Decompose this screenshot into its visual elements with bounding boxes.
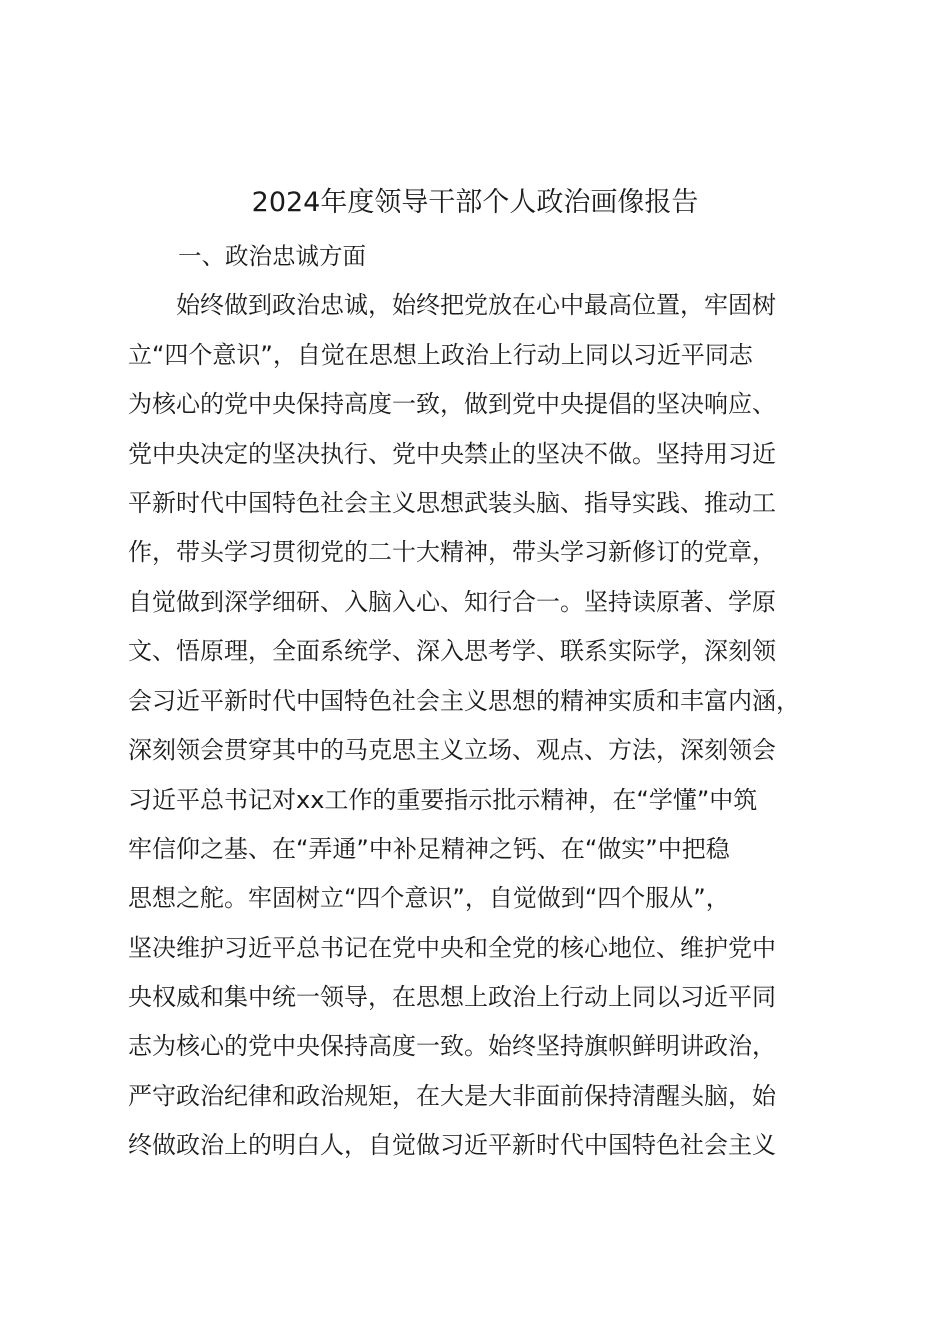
- paragraph-line: 立“四个意识”，自觉在思想上政治上行动上同以习近平同志: [128, 341, 753, 369]
- paragraph-line: 会习近平新时代中国特色社会主义思想的精神实质和丰富内涵，: [128, 687, 800, 715]
- paragraph-line: 牢信仰之基、在“弄通”中补足精神之钙、在“做实”中把稳: [128, 835, 730, 863]
- paragraph-line: 党中央决定的坚决执行、党中央禁止的坚决不做。坚持用习近: [128, 440, 776, 468]
- section-heading: 一、政治忠诚方面: [178, 242, 366, 270]
- paragraph-line: 自觉做到深学细研、入脑入心、知行合一。坚持读原著、学原: [128, 588, 776, 616]
- paragraph-line: 坚决维护习近平总书记在党中央和全党的核心地位、维护党中: [128, 934, 776, 962]
- document-title: 2024年度领导干部个人政治画像报告: [251, 187, 699, 218]
- paragraph-line: 始终做到政治忠诚，始终把党放在心中最高位置，牢固树: [176, 291, 776, 319]
- paragraph-line: 习近平总书记对xx工作的重要指示批示精神，在“学懂”中筑: [128, 786, 758, 814]
- paragraph-line: 终做政治上的明白人，自觉做习近平新时代中国特色社会主义: [128, 1131, 776, 1159]
- paragraph-line: 深刻领会贯穿其中的马克思主义立场、观点、方法，深刻领会: [128, 736, 776, 764]
- paragraph-line: 央权威和集中统一领导，在思想上政治上行动上同以习近平同: [128, 983, 776, 1011]
- paragraph-line: 志为核心的党中央保持高度一致。始终坚持旗帜鲜明讲政治，: [128, 1032, 776, 1060]
- paragraph-line: 平新时代中国特色社会主义思想武装头脑、指导实践、推动工: [128, 489, 776, 517]
- paragraph-line: 作，带头学习贯彻党的二十大精神，带头学习新修订的党章，: [128, 538, 776, 566]
- paragraph-line: 为核心的党中央保持高度一致，做到党中央提倡的坚决响应、: [128, 390, 776, 418]
- paragraph-line: 严守政治纪律和政治规矩，在大是大非面前保持清醒头脑，始: [128, 1082, 776, 1110]
- paragraph-line: 文、悟原理，全面系统学、深入思考学、联系实际学，深刻领: [128, 637, 776, 665]
- paragraph-line: 思想之舵。牢固树立“四个意识”，自觉做到“四个服从”，: [128, 884, 730, 912]
